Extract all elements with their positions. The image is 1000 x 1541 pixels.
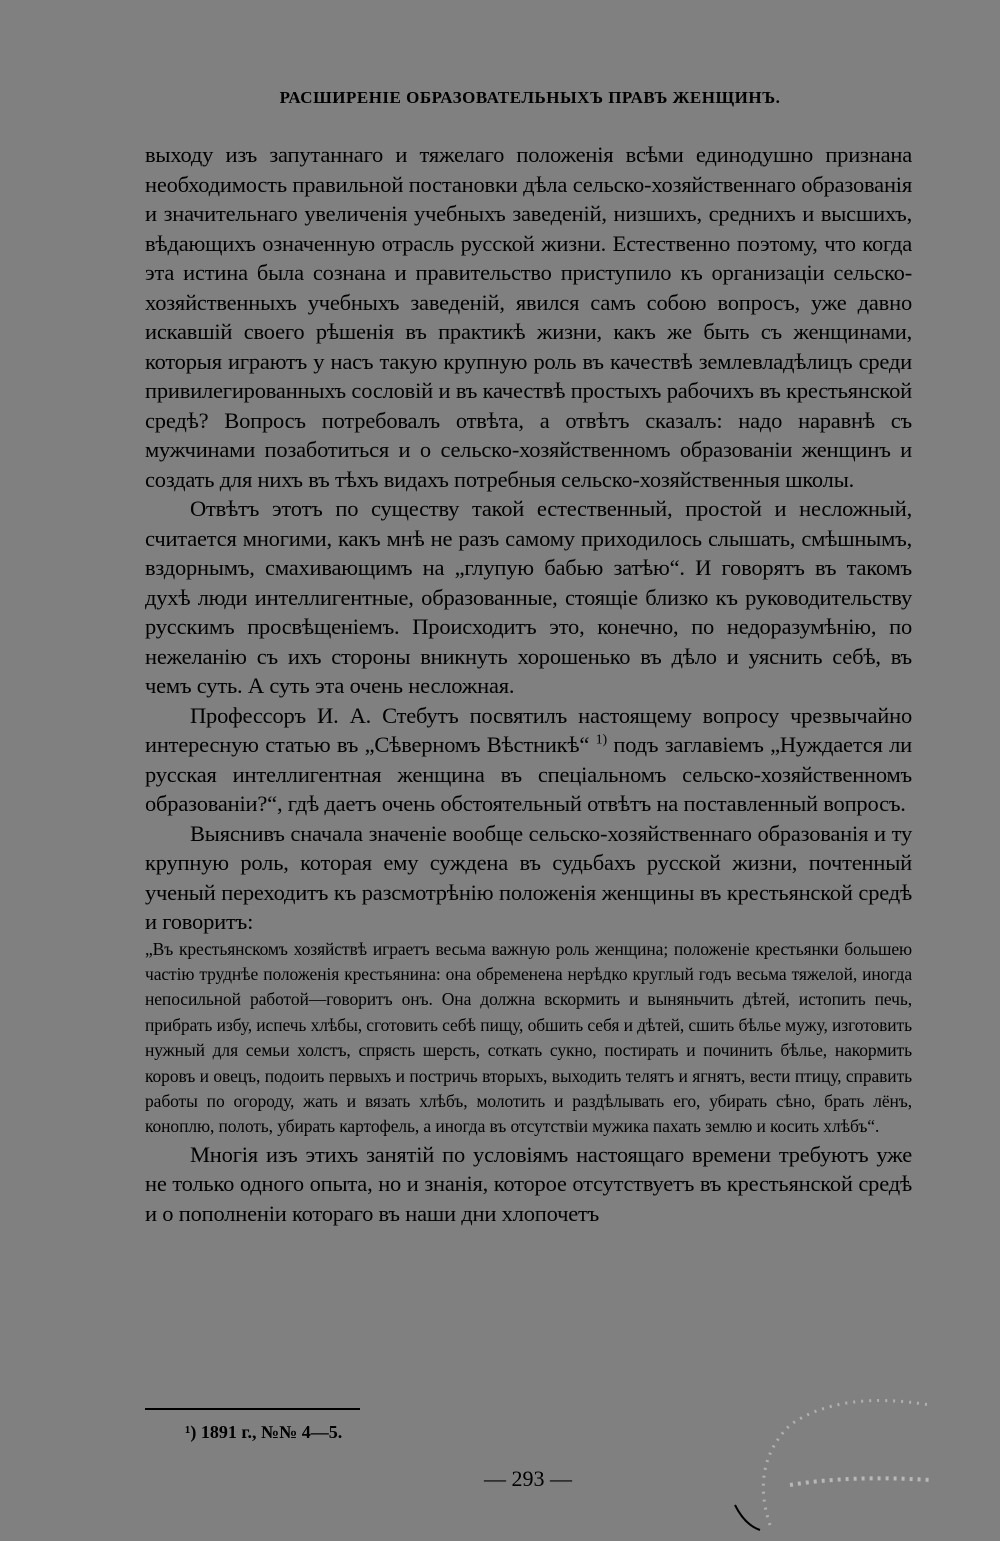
paragraph-1: выходу изъ запутаннаго и тяжелаго положенія всѣми единодушно признана необходимость правильной постановки дѣла сельско-хозяйственнаго образованія и значительнаго увеличенія учебныхъ заведеній, низшихъ, среднихъ и высшихъ, вѣдающихъ означенную отрасль русской жизни. Естественно поэтому, что когда эта истина была сознана и правительство приступило къ организаціи сельско-хозяйственныхъ учебныхъ заведеній, явился самъ собою вопросъ, уже давно искавшій своего рѣшенія въ практикѣ жизни, какъ же быть съ женщинами, которыя играютъ у насъ такую крупную роль въ качествѣ землевладѣлицъ среди привилегированныхъ сословій и въ качествѣ простыхъ рабочихъ въ крестьянской средѣ? Вопросъ потребовалъ отвѣта, а отвѣтъ сказалъ: надо наравнѣ съ мужчинами позаботиться и о сельско-хозяйственномъ образованіи женщинъ и создать для нихъ въ тѣхъ видахъ потребныя сельско-хозяйственныя школы.: [145, 142, 912, 492]
paragraph-3-text: Профессоръ И. А. Стебутъ посвятилъ настоящему вопросу чрезвычайно интересную статью въ „Сѣверномъ Вѣстникѣ“: [145, 702, 912, 757]
block-quote: „Въ крестьянскомъ хозяйствѣ играетъ весьма важную роль женщина; положеніе крестьянки большею частію труднѣе положенія крестьянина: она обременена нерѣдко круглый годъ весьма тяжелой, иногда непосильной работой—говоритъ онъ. Она должна вскормить и выняньчить дѣтей, истопить печь, прибрать избу, испечь хлѣбы, сготовить себѣ пищу, обшить себя и дѣтей, сшить бѣлье мужу, изготовить нужный для семьи холстъ, спрясть шерсть, соткать сукно, постирать и починить бѣлье, накормить коровъ и овецъ, подоить первыхъ и постричь вторыхъ, выходить телятъ и ягнятъ, вести птицу, справить работы по огороду, жать и вязать хлѣбъ, молотить и раздѣлывать его, убирать сѣно, брать лёнъ, коноплю, полоть, убирать картофель, а иногда въ отсутствіи мужика пахать землю и косить хлѣбъ“.: [145, 938, 912, 1137]
page-number: — 293 —: [484, 1466, 572, 1491]
paragraph-3-text-cont: подъ заглавіемъ „Нуждается ли русская интеллигентная женщина въ спеціальномъ сельско-хозяйственномъ образованіи?“, гдѣ даетъ очень обстоятельный отвѣтъ на поставленный вопросъ.: [145, 732, 912, 816]
footnote-marker: 1): [595, 732, 607, 748]
paragraph-2: Отвѣтъ этотъ по существу такой естественный, простой и несложный, считается многими, какъ мнѣ не разъ самому приходилось слышать, смѣшнымъ, вздорнымъ, смахивающимъ на „глупую бабью затѣю“. И говорятъ въ такомъ духѣ люди интеллигентные, образованные, стоящіе близко къ руководительству русскимъ просвѣщеніемъ. Происходитъ это, конечно, по недоразумѣнію, по нежеланію съ ихъ стороны вникнуть хорошенько въ дѣло и уяснить себѣ, въ чемъ суть. А суть эта очень несложная.: [145, 496, 912, 698]
body-text: [145, 140, 912, 1228]
footnote: ¹) 1891 г., №№ 4—5.: [185, 1422, 343, 1442]
paragraph-4: Выяснивъ сначала значеніе вообще сельско-хозяйственнаго образованія и ту крупную роль, которая ему суждена въ судьбахъ русской жизни, почтенный ученый переходитъ къ разсмотрѣнію положенія женщины въ крестьянской средѣ и говоритъ:: [145, 820, 912, 934]
running-header: РАСШИРЕНІЕ ОБРАЗОВАТЕЛЬНЫХЪ ПРАВЪ ЖЕНЩИНЪ.: [279, 88, 781, 107]
paragraph-3: [145, 701, 912, 819]
paragraph-5: Многія изъ этихъ занятій по условіямъ настоящаго времени требуютъ уже не только одного опыта, но и знанія, которое отсутствуетъ въ крестьянской средѣ и о пополненіи котораго въ наши дни хлопочетъ: [145, 1141, 912, 1226]
footnote-rule: [145, 1408, 360, 1410]
library-stamp-icon: [730, 1385, 960, 1535]
